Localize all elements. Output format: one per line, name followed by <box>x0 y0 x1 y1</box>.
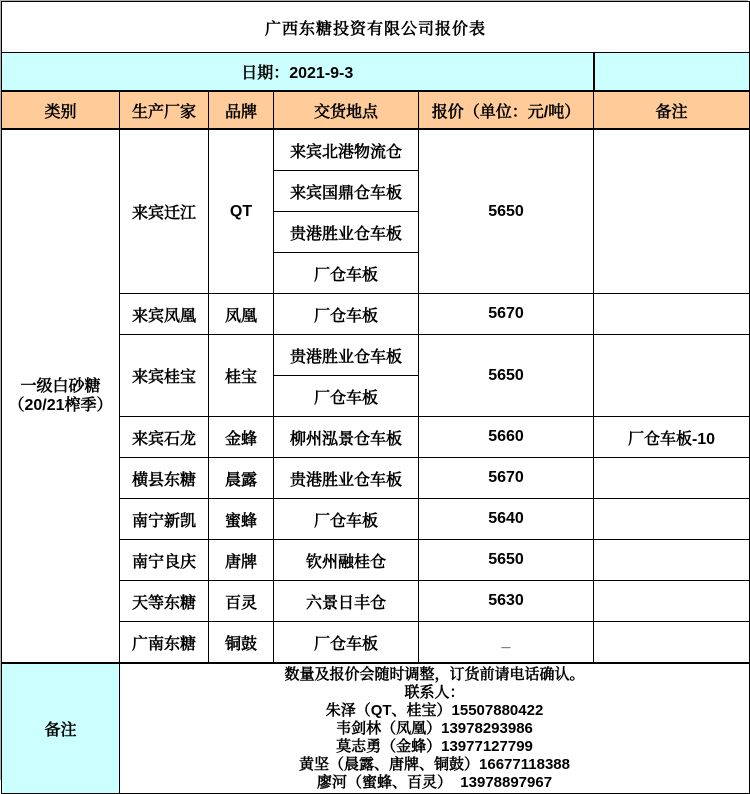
price-cell: 5670 <box>419 458 594 499</box>
manufacturer-cell: 来宾迁江 <box>120 129 209 294</box>
price-cell: 5650 <box>419 335 594 417</box>
delivery-cell: 厂仓车板 <box>274 376 419 417</box>
price-cell: 5650 <box>419 540 594 581</box>
delivery-cell: 钦州融桂仓 <box>274 540 419 581</box>
brand-cell: 蜜蜂 <box>209 499 274 540</box>
delivery-cell: 贵港胜业仓车板 <box>274 458 419 499</box>
remark-cell <box>594 458 750 499</box>
brand-cell: 凤凰 <box>209 294 274 335</box>
category-cell <box>2 129 120 663</box>
manufacturer-cell: 南宁良庆 <box>120 540 209 581</box>
delivery-cell: 厂仓车板 <box>274 499 419 540</box>
header-brand: 品牌 <box>209 91 274 129</box>
price-cell: _ <box>419 622 594 664</box>
price-cell: 5670 <box>419 294 594 335</box>
manufacturer-cell: 广南东糖 <box>120 622 209 664</box>
footer-contact-mozhiyong: 莫志勇（金蜂）13977127799 <box>336 737 533 755</box>
remark-cell: 厂仓车板-10 <box>594 417 750 458</box>
quotation-table <box>1 1 750 794</box>
delivery-cell: 六景日丰仓 <box>274 581 419 622</box>
manufacturer-cell: 天等东糖 <box>120 581 209 622</box>
manufacturer-cell: 来宾凤凰 <box>120 294 209 335</box>
delivery-cell: 贵港胜业仓车板 <box>274 335 419 376</box>
header-price: 报价（单位：元/吨） <box>419 91 594 129</box>
delivery-cell: 柳州泓景仓车板 <box>274 417 419 458</box>
manufacturer-cell: 来宾桂宝 <box>120 335 209 417</box>
delivery-cell: 厂仓车板 <box>274 294 419 335</box>
date-side-cell <box>594 53 750 92</box>
header-category: 类别 <box>2 91 120 129</box>
brand-cell: 桂宝 <box>209 335 274 417</box>
delivery-cell: 厂仓车板 <box>274 622 419 664</box>
price-cell: 5630 <box>419 581 594 622</box>
table-row <box>2 129 750 171</box>
delivery-cell: 贵港胜业仓车板 <box>274 212 419 253</box>
footer-note-contacts-title: 联系人： <box>404 683 465 701</box>
footer-note-adjust: 数量及报价会随时调整，订货前请电话确认。 <box>284 665 585 683</box>
brand-cell: 晨露 <box>209 458 274 499</box>
page-title: 广西东糖投资有限公司报价表 <box>2 2 750 53</box>
date-row <box>2 53 750 92</box>
footer-contact-weijianlin: 韦剑林（凤凰）13978293986 <box>336 719 533 737</box>
header-manufacturer: 生产厂家 <box>120 91 209 129</box>
footer-notes <box>120 663 750 794</box>
remark-cell <box>594 335 750 417</box>
column-header-row <box>2 91 750 129</box>
footer-contact-huangjian: 黄坚（晨露、唐牌、铜鼓）16677118388 <box>299 755 570 773</box>
brand-cell: QT <box>209 129 274 294</box>
footer-contact-liaohe: 廖河（蜜蜂、百灵） 13978897967 <box>316 773 553 791</box>
manufacturer-cell: 南宁新凯 <box>120 499 209 540</box>
delivery-cell: 厂仓车板 <box>274 253 419 294</box>
footer-row <box>2 663 750 794</box>
remark-cell <box>594 499 750 540</box>
footer-contact-zhuze: 朱泽（QT、桂宝）15507880422 <box>325 701 544 719</box>
remark-cell <box>594 294 750 335</box>
price-cell: 5650 <box>419 129 594 294</box>
remark-cell <box>594 129 750 294</box>
header-delivery: 交货地点 <box>274 91 419 129</box>
remark-cell <box>594 622 750 664</box>
category-line1: 一级白砂糖 <box>20 378 101 395</box>
remark-cell <box>594 581 750 622</box>
delivery-cell: 来宾国鼎仓车板 <box>274 171 419 212</box>
delivery-cell: 来宾北港物流仓 <box>274 129 419 171</box>
brand-cell: 金蜂 <box>209 417 274 458</box>
manufacturer-cell: 来宾石龙 <box>120 417 209 458</box>
date-label: 日期：2021-9-3 <box>2 53 594 92</box>
title-row <box>2 2 750 53</box>
brand-cell: 铜鼓 <box>209 622 274 664</box>
price-cell: 5640 <box>419 499 594 540</box>
header-remark: 备注 <box>594 91 750 129</box>
remark-cell <box>594 540 750 581</box>
footer-label: 备注 <box>2 663 120 794</box>
brand-cell: 唐牌 <box>209 540 274 581</box>
price-cell: 5660 <box>419 417 594 458</box>
manufacturer-cell: 横县东糖 <box>120 458 209 499</box>
brand-cell: 百灵 <box>209 581 274 622</box>
category-line2: （20/21榨季） <box>8 397 113 414</box>
